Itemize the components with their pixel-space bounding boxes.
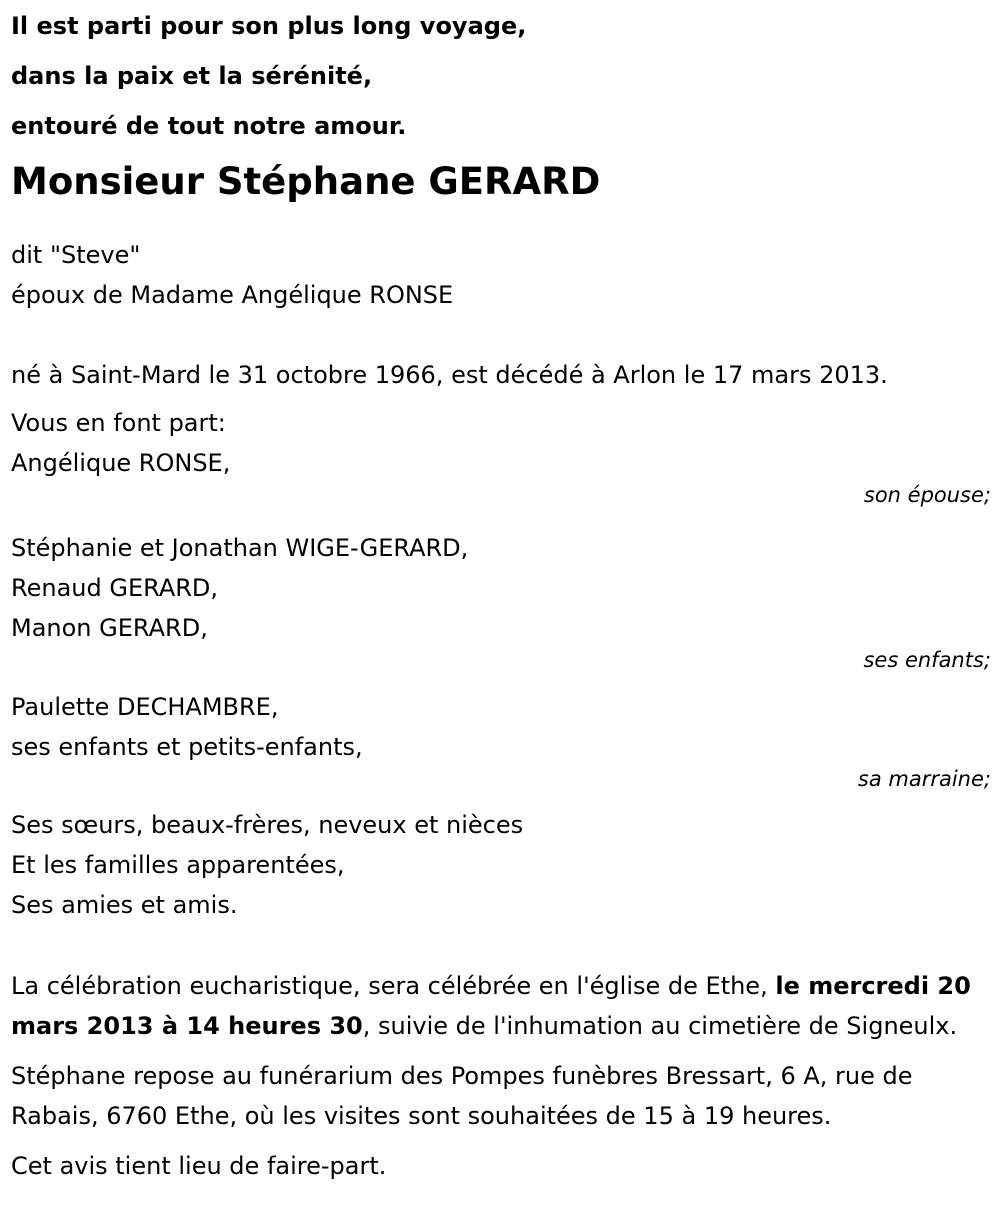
intro-verse [11,1,991,151]
mourner-line: Angélique RONSE, [11,449,231,477]
announce-line: Vous en font part: [11,409,226,437]
ceremony-text-after: , suivie de l'inhumation au cimetière de Signeulx. [362,1012,958,1040]
intro-line-1: Il est parti pour son plus long voyage, [11,12,527,40]
others-line: Ses amies et amis. [11,891,238,919]
deceased-name: Monsieur Stéphane GERARD [11,160,601,203]
role-children: ses enfants; [863,648,991,672]
nickname: dit "Steve" [11,241,141,269]
mourner-line: Renaud GERARD, [11,574,219,602]
mourner-line: Manon GERARD, [11,614,208,642]
mourner-line: Paulette DECHAMBRE, [11,693,279,721]
intro-line-3: entouré de tout notre amour. [11,112,407,140]
others-line: Et les familles apparentées, [11,851,345,879]
role-spouse: son épouse; [863,483,991,507]
ceremony-datetime: le mercredi 20 mars 2013 à 14 heures 30 [11,972,971,1040]
closing-line: Cet avis tient lieu de faire-part. [11,1152,387,1180]
role-godmother: sa marraine; [857,767,991,791]
others-line: Ses sœurs, beaux-frères, neveux et nièces [11,811,524,839]
birth-death: né à Saint-Mard le 31 octobre 1966, est décédé à Arlon le 17 mars 2013. [11,361,888,389]
mourner-line: ses enfants et petits-enfants, [11,733,363,761]
ceremony-text-before: La célébration eucharistique, sera célébrée en l'église de Ethe, [11,972,776,1000]
obituary-notice [11,0,991,1186]
spouse-line: époux de Madame Angélique RONSE [11,281,454,309]
mourner-line: Stéphanie et Jonathan WIGE-GERARD, [11,534,469,562]
ceremony-paragraph [11,966,991,1046]
intro-line-2: dans la paix et la sérénité, [11,62,373,90]
rest-paragraph: Stéphane repose au funérarium des Pompes funèbres Bressart, 6 A, rue de Rabais, 6760 Ethe, où les visites sont souhaitées de 15 à 19 heures. [11,1062,913,1130]
